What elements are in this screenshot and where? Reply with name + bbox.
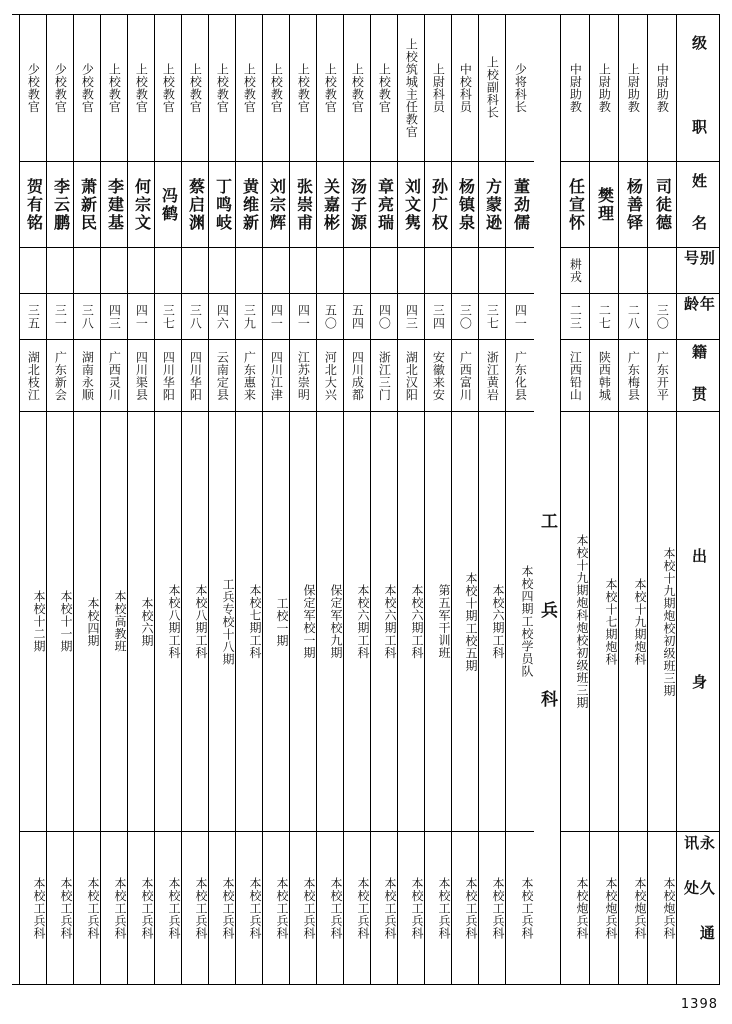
cell-alias bbox=[619, 248, 647, 294]
cell-age: 五四 bbox=[344, 294, 370, 340]
table-row bbox=[19, 14, 46, 984]
cell-age: 五〇 bbox=[317, 294, 343, 340]
cell-address: 本校工兵科 bbox=[437, 876, 451, 940]
section-divider bbox=[534, 14, 560, 984]
cell-name: 蔡启渊 bbox=[182, 162, 208, 248]
cell-origin: 江苏崇明 bbox=[290, 340, 316, 412]
cell-age: 四一 bbox=[128, 294, 154, 340]
cell-origin: 河北大兴 bbox=[317, 340, 343, 412]
table-row bbox=[589, 14, 618, 984]
cell-address: 本校工兵科 bbox=[302, 876, 316, 940]
cell-education: 保定军校九期 bbox=[317, 412, 343, 832]
cell-education: 保定军校一期 bbox=[290, 412, 316, 832]
cell-name: 方蒙逊 bbox=[479, 162, 505, 248]
cell-education: 本校十期工校五期 bbox=[452, 412, 478, 832]
cell-alias bbox=[290, 248, 316, 294]
cell-education: 本校六期 bbox=[128, 412, 154, 832]
cell-education: 本校十二期 bbox=[20, 412, 46, 832]
cell-rank: 上校教官 bbox=[344, 14, 370, 162]
table-row bbox=[208, 14, 235, 984]
cell-age: 四三 bbox=[398, 294, 424, 340]
cell-name: 杨镇泉 bbox=[452, 162, 478, 248]
section-label-engineer: 工 兵 科 bbox=[537, 511, 558, 733]
cell-education: 本校八期工科 bbox=[182, 412, 208, 832]
table-row bbox=[505, 14, 534, 984]
cell-age: 三八 bbox=[182, 294, 208, 340]
cell-origin: 广东化县 bbox=[506, 340, 534, 412]
cell-origin: 广西灵川 bbox=[101, 340, 127, 412]
cell-rank: 上校教官 bbox=[128, 14, 154, 162]
cell-rank: 上尉助教 bbox=[590, 14, 618, 162]
cell-name: 关嘉彬 bbox=[317, 162, 343, 248]
cell-alias bbox=[452, 248, 478, 294]
table-row bbox=[397, 14, 424, 984]
table-row bbox=[618, 14, 647, 984]
cell-education: 本校八期工科 bbox=[155, 412, 181, 832]
cell-address: 本校炮兵科 bbox=[633, 876, 647, 940]
cell-origin: 云南定县 bbox=[209, 340, 235, 412]
header-name: 姓 名 bbox=[677, 162, 719, 248]
cell-origin: 陕西韩城 bbox=[590, 340, 618, 412]
cell-address: 本校炮兵科 bbox=[662, 876, 676, 940]
cell-alias bbox=[236, 248, 262, 294]
cell-name: 李建基 bbox=[101, 162, 127, 248]
cell-education: 本校四期 bbox=[74, 412, 100, 832]
cell-name: 刘宗辉 bbox=[263, 162, 289, 248]
cell-education: 工校一期 bbox=[263, 412, 289, 832]
table-row bbox=[424, 14, 451, 984]
cell-age: 三七 bbox=[155, 294, 181, 340]
cell-origin: 江西铅山 bbox=[561, 340, 589, 412]
table-row bbox=[46, 14, 73, 984]
cell-rank: 少校教官 bbox=[20, 14, 46, 162]
cell-alias bbox=[506, 248, 534, 294]
cell-rank: 上校教官 bbox=[290, 14, 316, 162]
cell-education: 工兵专校十八期 bbox=[209, 412, 235, 832]
cell-rank: 上尉科员 bbox=[425, 14, 451, 162]
cell-name: 冯鹤 bbox=[155, 162, 181, 248]
cell-rank: 上校教官 bbox=[182, 14, 208, 162]
header-alias: 别 号 bbox=[677, 248, 719, 294]
cell-name: 丁鸣岐 bbox=[209, 162, 235, 248]
cell-origin: 四川成都 bbox=[344, 340, 370, 412]
cell-alias bbox=[155, 248, 181, 294]
cell-alias bbox=[479, 248, 505, 294]
cell-address: 本校工兵科 bbox=[167, 876, 181, 940]
table-row bbox=[316, 14, 343, 984]
cell-name: 黄维新 bbox=[236, 162, 262, 248]
cell-name: 樊理 bbox=[590, 162, 618, 248]
cell-address: 本校工兵科 bbox=[275, 876, 289, 940]
header-origin: 籍 贯 bbox=[677, 340, 719, 412]
cell-education: 本校十七期炮科 bbox=[590, 412, 618, 832]
cell-education: 本校六期工科 bbox=[398, 412, 424, 832]
cell-rank: 少将科长 bbox=[506, 14, 534, 162]
cell-name: 司徒德 bbox=[648, 162, 676, 248]
cell-origin: 四川渠县 bbox=[128, 340, 154, 412]
cell-name: 刘文隽 bbox=[398, 162, 424, 248]
cell-age: 四六 bbox=[209, 294, 235, 340]
cell-name: 董劲儒 bbox=[506, 162, 534, 248]
cell-address: 本校工兵科 bbox=[32, 876, 46, 940]
cell-origin: 浙江黄岩 bbox=[479, 340, 505, 412]
table-row bbox=[451, 14, 478, 984]
header-age: 年 龄 bbox=[677, 294, 719, 340]
table-row bbox=[560, 14, 589, 984]
cell-alias bbox=[128, 248, 154, 294]
cell-rank: 中尉助教 bbox=[561, 14, 589, 162]
cell-name: 汤子源 bbox=[344, 162, 370, 248]
cell-age: 三〇 bbox=[452, 294, 478, 340]
cell-education: 本校十九期炮科炮校初级班三期 bbox=[561, 412, 589, 832]
table-row bbox=[262, 14, 289, 984]
cell-age: 四一 bbox=[290, 294, 316, 340]
cell-name: 萧新民 bbox=[74, 162, 100, 248]
cell-alias bbox=[263, 248, 289, 294]
cell-alias bbox=[20, 248, 46, 294]
table-row bbox=[100, 14, 127, 984]
cell-rank: 少校教官 bbox=[74, 14, 100, 162]
table-header-column bbox=[676, 14, 720, 984]
cell-education: 第五军干训班 bbox=[425, 412, 451, 832]
cell-origin: 广东梅县 bbox=[619, 340, 647, 412]
cell-origin: 广东惠来 bbox=[236, 340, 262, 412]
header-education: 出 身 bbox=[677, 412, 719, 832]
cell-age: 三七 bbox=[479, 294, 505, 340]
cell-rank: 上校教官 bbox=[236, 14, 262, 162]
cell-rank: 上校副科长 bbox=[479, 14, 505, 162]
cell-name: 李云鹏 bbox=[47, 162, 73, 248]
cell-education: 本校六期工科 bbox=[479, 412, 505, 832]
cell-alias bbox=[74, 248, 100, 294]
cell-education: 本校七期工科 bbox=[236, 412, 262, 832]
cell-name: 贺有铭 bbox=[20, 162, 46, 248]
table-row bbox=[181, 14, 208, 984]
cell-age: 三九 bbox=[236, 294, 262, 340]
cell-origin: 浙江三门 bbox=[371, 340, 397, 412]
cell-rank: 中校科员 bbox=[452, 14, 478, 162]
cell-age: 三五 bbox=[20, 294, 46, 340]
cell-age: 四一 bbox=[263, 294, 289, 340]
cell-rank: 上校教官 bbox=[155, 14, 181, 162]
cell-age: 二七 bbox=[590, 294, 618, 340]
cell-alias bbox=[590, 248, 618, 294]
table-row bbox=[343, 14, 370, 984]
cell-education: 本校六期工科 bbox=[371, 412, 397, 832]
cell-origin: 湖北枝江 bbox=[20, 340, 46, 412]
cell-alias bbox=[47, 248, 73, 294]
cell-alias bbox=[344, 248, 370, 294]
header-address: 永 久 通 讯 处 bbox=[682, 835, 716, 946]
cell-address: 本校工兵科 bbox=[221, 876, 235, 940]
cell-alias bbox=[317, 248, 343, 294]
cell-education: 本校十一期 bbox=[47, 412, 73, 832]
cell-rank: 上校教官 bbox=[209, 14, 235, 162]
table-row bbox=[647, 14, 676, 984]
cell-address: 本校工兵科 bbox=[86, 876, 100, 940]
table-row bbox=[370, 14, 397, 984]
cell-rank: 上校筑城主任教官 bbox=[398, 14, 424, 162]
cell-alias bbox=[209, 248, 235, 294]
table-row bbox=[73, 14, 100, 984]
cell-age: 三四 bbox=[425, 294, 451, 340]
cell-age: 四一 bbox=[506, 294, 534, 340]
cell-address: 本校工兵科 bbox=[520, 876, 534, 940]
table-row bbox=[478, 14, 505, 984]
header-rank: 级 职 bbox=[677, 14, 719, 162]
table-frame-bottom bbox=[12, 984, 720, 985]
roster-table bbox=[12, 14, 720, 984]
cell-name: 何宗文 bbox=[128, 162, 154, 248]
cell-name: 张崇甫 bbox=[290, 162, 316, 248]
cell-age: 三〇 bbox=[648, 294, 676, 340]
table-row bbox=[235, 14, 262, 984]
cell-rank: 上校教官 bbox=[371, 14, 397, 162]
cell-origin: 四川华阳 bbox=[155, 340, 181, 412]
cell-rank: 少校教官 bbox=[47, 14, 73, 162]
cell-age: 三八 bbox=[74, 294, 100, 340]
cell-alias bbox=[398, 248, 424, 294]
cell-education: 本校六期工科 bbox=[344, 412, 370, 832]
cell-address: 本校工兵科 bbox=[383, 876, 397, 940]
cell-rank: 上校教官 bbox=[101, 14, 127, 162]
cell-education: 本校十九期炮科 bbox=[619, 412, 647, 832]
cell-origin: 湖南永顺 bbox=[74, 340, 100, 412]
table-row bbox=[154, 14, 181, 984]
cell-alias bbox=[182, 248, 208, 294]
cell-rank: 中尉助教 bbox=[648, 14, 676, 162]
cell-origin: 四川江津 bbox=[263, 340, 289, 412]
cell-address: 本校工兵科 bbox=[248, 876, 262, 940]
cell-alias bbox=[101, 248, 127, 294]
cell-rank: 上校教官 bbox=[263, 14, 289, 162]
cell-address: 本校工兵科 bbox=[356, 876, 370, 940]
cell-rank: 上尉助教 bbox=[619, 14, 647, 162]
cell-address: 本校炮兵科 bbox=[575, 876, 589, 940]
cell-origin: 湖北汉阳 bbox=[398, 340, 424, 412]
cell-origin: 广东新会 bbox=[47, 340, 73, 412]
cell-alias: 耕戎 bbox=[561, 248, 589, 294]
cell-address: 本校炮兵科 bbox=[604, 876, 618, 940]
cell-education: 本校四期工校学员队 bbox=[506, 412, 534, 832]
cell-name: 孙广权 bbox=[425, 162, 451, 248]
cell-age: 二八 bbox=[619, 294, 647, 340]
cell-age: 三一 bbox=[47, 294, 73, 340]
cell-origin: 安徽来安 bbox=[425, 340, 451, 412]
cell-age: 二三 bbox=[561, 294, 589, 340]
cell-address: 本校工兵科 bbox=[113, 876, 127, 940]
cell-origin: 广西富川 bbox=[452, 340, 478, 412]
cell-age: 四三 bbox=[101, 294, 127, 340]
cell-name: 杨善铎 bbox=[619, 162, 647, 248]
cell-alias bbox=[648, 248, 676, 294]
table-row bbox=[127, 14, 154, 984]
cell-address: 本校工兵科 bbox=[410, 876, 424, 940]
cell-education: 本校高教班 bbox=[101, 412, 127, 832]
cell-name: 章亮瑞 bbox=[371, 162, 397, 248]
cell-origin: 四川华阳 bbox=[182, 340, 208, 412]
cell-address: 本校工兵科 bbox=[464, 876, 478, 940]
cell-origin: 广东开平 bbox=[648, 340, 676, 412]
cell-address: 本校工兵科 bbox=[140, 876, 154, 940]
page-number: 1398 bbox=[680, 997, 718, 1012]
cell-name: 任宣怀 bbox=[561, 162, 589, 248]
cell-address: 本校工兵科 bbox=[194, 876, 208, 940]
cell-education: 本校十九期炮校初级班三期 bbox=[648, 412, 676, 832]
cell-alias bbox=[425, 248, 451, 294]
cell-address: 本校工兵科 bbox=[59, 876, 73, 940]
cell-address: 本校工兵科 bbox=[329, 876, 343, 940]
cell-age: 四〇 bbox=[371, 294, 397, 340]
cell-rank: 上校教官 bbox=[317, 14, 343, 162]
cell-alias bbox=[371, 248, 397, 294]
cell-address: 本校工兵科 bbox=[491, 876, 505, 940]
table-row bbox=[289, 14, 316, 984]
